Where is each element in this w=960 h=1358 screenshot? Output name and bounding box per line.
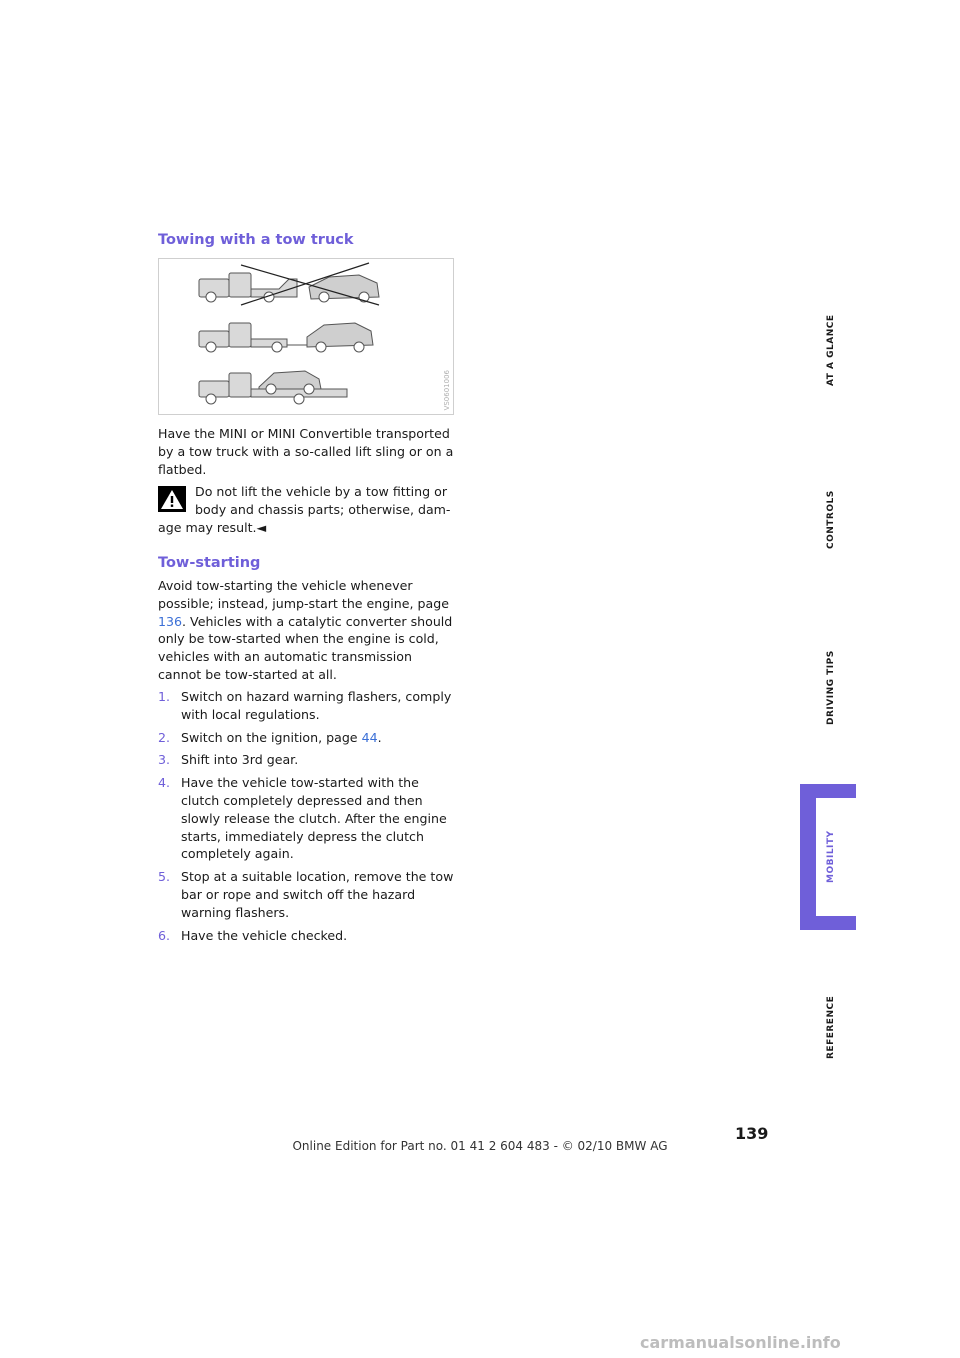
step-text: Switch on the ignition, page <box>181 729 362 745</box>
step-number: 1. <box>158 689 171 704</box>
warning-line-1: Do not lift the vehicle by a tow fitting or <box>195 484 447 499</box>
tab-mobility[interactable]: MOBILITY <box>826 830 836 884</box>
step-number: 4. <box>158 775 171 791</box>
warning-line-2: body and chassis parts; otherwise, dam- <box>195 502 451 517</box>
warning-text: age may result. <box>158 520 257 535</box>
step-number: 2. <box>158 729 171 745</box>
list-item <box>158 729 454 747</box>
watermark: carmanualsonline.info <box>640 1333 841 1352</box>
footer-text: Online Edition for Part no. 01 41 2 604 483 - © 02/10 BMW AG <box>292 1139 668 1153</box>
step-text: Have the vehicle checked. <box>181 927 348 943</box>
tow-starting-intro <box>158 577 454 684</box>
intro-text-b: . Vehicles with a catalytic converter should only be tow-started when the engine is cold, vehicles with an automatic transmission cannot be tow-started at all. <box>158 613 453 682</box>
list-item <box>158 751 454 769</box>
list-item <box>158 688 454 724</box>
step-text: Have the vehicle tow-started with the clutch completely depressed and then slowly release the clutch. After the engine starts, immediately depress the clutch completely again. <box>181 775 447 862</box>
step-number: 5. <box>158 869 171 885</box>
tow-truck-diagram <box>159 259 453 414</box>
list-item <box>158 868 454 921</box>
image-code: VS0601006 <box>443 369 451 410</box>
section-title-tow-starting: Tow-starting <box>158 555 261 571</box>
tow-truck-illustration <box>158 258 454 415</box>
list-item <box>158 927 454 945</box>
step-text: Stop at a suitable location, remove the tow bar or rope and switch off the hazard warning flashers. <box>181 869 454 920</box>
intro-text-a: Avoid tow-starting the vehicle whenever possible; instead, jump-start the engine, page <box>158 578 449 611</box>
step-number: 3. <box>158 752 171 768</box>
section-title-tow-truck: Towing with a tow truck <box>158 232 354 248</box>
page-link-44[interactable]: 44 <box>361 729 378 745</box>
step-number: 6. <box>158 927 171 943</box>
step-text: Shift into 3rd gear. <box>181 752 299 768</box>
list-item <box>158 774 454 863</box>
tow-truck-paragraph: Have the MINI or MINI Convertible transported by a tow truck with a so-called lift sling or on a flatbed. <box>158 426 454 477</box>
tab-driving-tips[interactable]: DRIVING TIPS <box>826 650 836 726</box>
warning-icon <box>158 486 186 512</box>
page-link-136[interactable]: 136 <box>158 613 183 629</box>
step-text: Switch on hazard warning flashers, comply with local regulations. <box>181 689 452 722</box>
step-text-after: . <box>377 729 382 745</box>
tab-at-a-glance[interactable]: AT A GLANCE <box>826 314 836 386</box>
warning-line-3 <box>158 519 454 537</box>
tow-starting-steps <box>158 688 454 944</box>
page-number: 139 <box>735 1124 769 1143</box>
tab-controls[interactable]: CONTROLS <box>826 490 836 550</box>
end-mark-icon: ◄ <box>256 520 267 535</box>
tab-reference[interactable]: REFERENCE <box>826 995 836 1059</box>
